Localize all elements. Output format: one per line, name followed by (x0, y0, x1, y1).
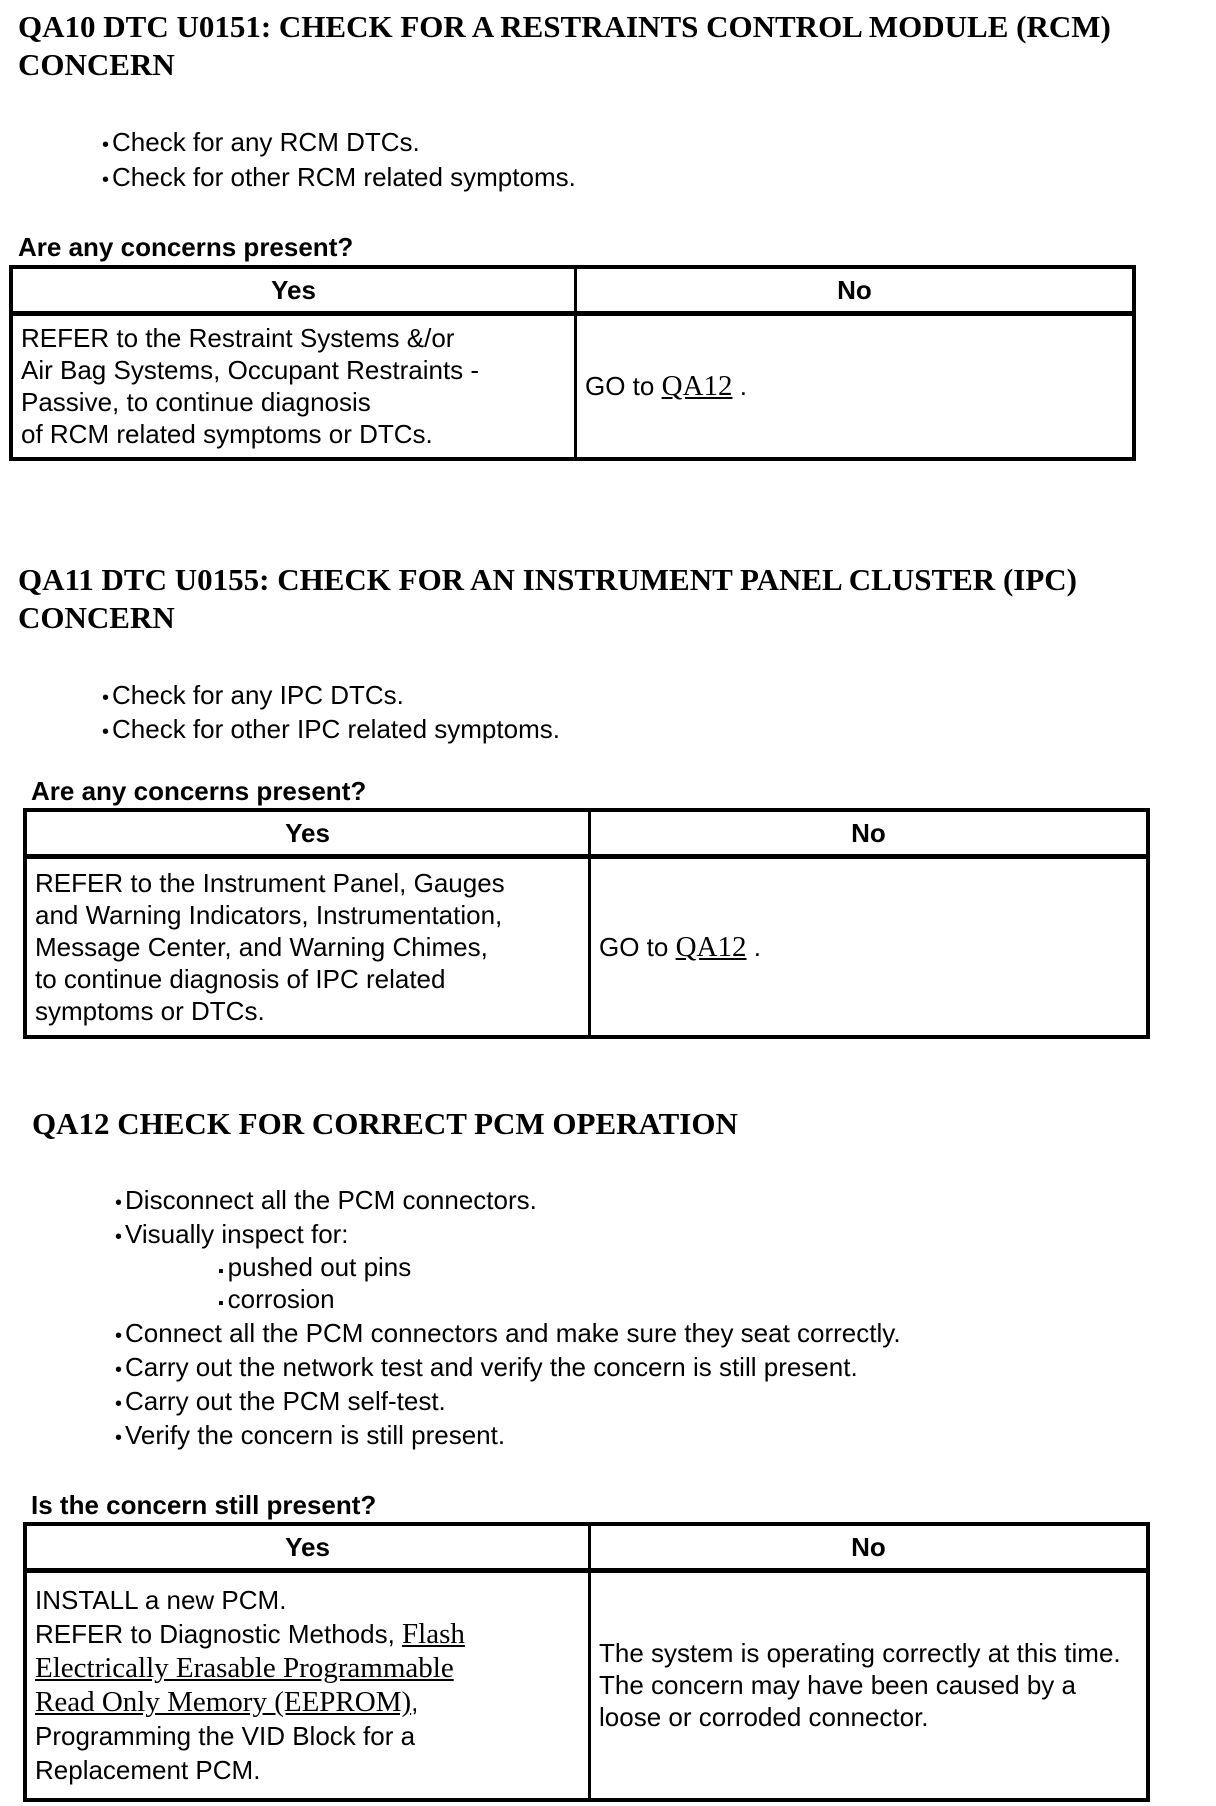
qa12-bullet: • Disconnect all the PCM connectors. (115, 1183, 537, 1220)
no-text: GO to (585, 371, 655, 402)
qa10-question: Are any concerns present? (18, 232, 354, 262)
qa12-sub-bullet: ▪ pushed out pins (218, 1250, 411, 1289)
qa10-title-cont: CONCERN (18, 47, 175, 82)
qa12-bullet: • Visually inspect for: (115, 1217, 349, 1254)
qa11-bullet: • Check for other IPC related symptoms. (102, 712, 560, 749)
qa12-question: Is the concern still present? (31, 1490, 377, 1520)
qa10-title: QA10 DTC U0151: CHECK FOR A RESTRAINTS CONTROL MODULE (RCM) (18, 9, 1111, 44)
yes-line: Air Bag Systems, Occupant Restraints - (21, 355, 480, 386)
yes-refer: REFER to Diagnostic Methods, (35, 1619, 395, 1650)
qa12-table (23, 1522, 1150, 1802)
yes-header: Yes (25, 1524, 590, 1570)
no-header: No (576, 267, 1135, 313)
qa12-bullet: • Carry out the PCM self-test. (115, 1384, 446, 1421)
qa10-bullet: • Check for other RCM related symptoms. (102, 160, 576, 197)
qa12-title: QA12 CHECK FOR CORRECT PCM OPERATION (32, 1106, 738, 1141)
yes-line: REFER to the Restraint Systems &/or (21, 323, 455, 354)
no-text: GO to (599, 931, 669, 962)
qa11-table (23, 808, 1150, 1039)
yes-cell (11, 313, 576, 459)
yes-after: , Programming the VID Block for a Replacement PCM. (35, 1687, 419, 1786)
qa12-sub-bullet: ▪ corrosion (218, 1282, 335, 1321)
yes-line: symptoms or DTCs. (35, 995, 265, 1026)
no-suffix: . (753, 931, 761, 962)
qa11-title: QA11 DTC U0155: CHECK FOR AN INSTRUMENT PANEL CLUSTER (IPC) (18, 562, 1077, 597)
qa12-link[interactable]: QA12 (675, 930, 747, 963)
yes-line: of RCM related symptoms or DTCs. (21, 419, 433, 450)
qa11-question: Are any concerns present? (31, 776, 367, 806)
yes-header: Yes (25, 810, 590, 856)
no-header: No (590, 1524, 1149, 1570)
no-suffix: . (739, 371, 747, 402)
qa12-link[interactable]: QA12 (661, 370, 733, 403)
yes-line: REFER to the Instrument Panel, Gauges (35, 867, 505, 898)
qa11-bullet: • Check for any IPC DTCs. (102, 678, 404, 715)
no-cell (590, 856, 1149, 1037)
yes-cell (25, 1570, 590, 1800)
qa10-table (9, 265, 1136, 461)
yes-line: Message Center, and Warning Chimes, (35, 931, 488, 962)
yes-line: to continue diagnosis of IPC related (35, 963, 446, 994)
yes-cell (25, 856, 590, 1037)
yes-line: Passive, to continue diagnosis (21, 387, 371, 418)
yes-line: INSTALL a new PCM. (35, 1585, 287, 1616)
qa12-bullet: • Connect all the PCM connectors and make sure they seat correctly. (115, 1316, 901, 1353)
yes-line: and Warning Indicators, Instrumentation, (35, 899, 503, 930)
qa12-bullet: • Carry out the network test and verify the concern is still present. (115, 1350, 858, 1387)
qa10-bullet: • Check for any RCM DTCs. (102, 125, 420, 162)
qa12-bullet: • Verify the concern is still present. (115, 1418, 505, 1455)
yes-header: Yes (11, 267, 576, 313)
no-text: The system is operating correctly at this time. The concern may have been caused by a loose or corroded connector. (599, 1638, 1121, 1733)
eeprom-link[interactable]: Flash Electrically Erasable Programmable Read Only Memory (EEPROM) (35, 1618, 465, 1719)
no-cell (590, 1570, 1149, 1800)
no-cell (576, 313, 1135, 459)
qa11-title-cont: CONCERN (18, 600, 175, 635)
no-header: No (590, 810, 1149, 856)
